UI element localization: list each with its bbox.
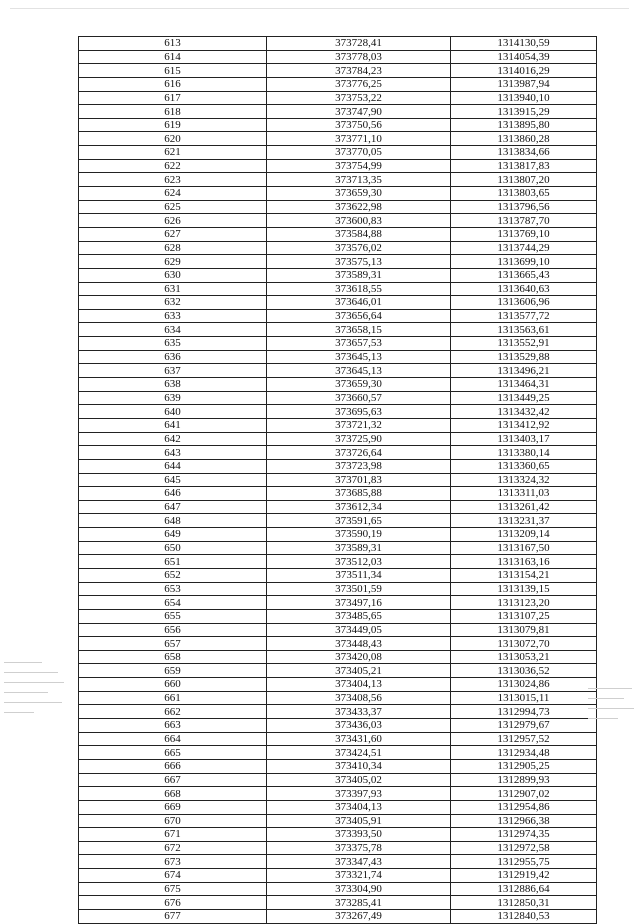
x-coordinate-cell: 373721,32: [267, 418, 451, 432]
point-number-cell: 614: [79, 50, 267, 64]
y-coordinate-cell: 1314054,39: [451, 50, 597, 64]
point-number-cell: 670: [79, 814, 267, 828]
point-number-cell: 660: [79, 678, 267, 692]
point-number-cell: 622: [79, 159, 267, 173]
y-coordinate-cell: 1312840,53: [451, 910, 597, 924]
table-row: [79, 64, 597, 78]
point-number-cell: 666: [79, 759, 267, 773]
point-number-cell: 651: [79, 555, 267, 569]
table-row: [79, 337, 597, 351]
y-coordinate-cell: 1313940,10: [451, 91, 597, 105]
table-row: [79, 323, 597, 337]
table-row: [79, 241, 597, 255]
y-coordinate-cell: 1313412,92: [451, 418, 597, 432]
x-coordinate-cell: 373713,35: [267, 173, 451, 187]
y-coordinate-cell: 1313324,32: [451, 473, 597, 487]
y-coordinate-cell: 1312955,75: [451, 855, 597, 869]
point-number-cell: 655: [79, 609, 267, 623]
y-coordinate-cell: 1313024,86: [451, 678, 597, 692]
point-number-cell: 632: [79, 296, 267, 310]
table-row: [79, 77, 597, 91]
x-coordinate-cell: 373726,64: [267, 446, 451, 460]
y-coordinate-cell: 1313311,03: [451, 487, 597, 501]
y-coordinate-cell: 1312979,67: [451, 719, 597, 733]
table-row: [79, 869, 597, 883]
y-coordinate-cell: 1313803,65: [451, 187, 597, 201]
point-number-cell: 633: [79, 309, 267, 323]
point-number-cell: 630: [79, 268, 267, 282]
point-number-cell: 657: [79, 637, 267, 651]
x-coordinate-cell: 373433,37: [267, 705, 451, 719]
x-coordinate-cell: 373424,51: [267, 746, 451, 760]
y-coordinate-cell: 1313139,15: [451, 582, 597, 596]
x-coordinate-cell: 373420,08: [267, 650, 451, 664]
x-coordinate-cell: 373511,34: [267, 568, 451, 582]
table-row: [79, 173, 597, 187]
point-number-cell: 664: [79, 732, 267, 746]
table-row: [79, 159, 597, 173]
point-number-cell: 613: [79, 37, 267, 51]
right-margin-scan-marks: [588, 688, 636, 728]
table-row: [79, 841, 597, 855]
table-row: [79, 609, 597, 623]
x-coordinate-cell: 373771,10: [267, 132, 451, 146]
point-number-cell: 669: [79, 800, 267, 814]
y-coordinate-cell: 1313209,14: [451, 528, 597, 542]
x-coordinate-cell: 373701,83: [267, 473, 451, 487]
table-row: [79, 582, 597, 596]
x-coordinate-cell: 373645,13: [267, 364, 451, 378]
x-coordinate-cell: 373405,02: [267, 773, 451, 787]
y-coordinate-cell: 1313079,81: [451, 623, 597, 637]
y-coordinate-cell: 1313154,21: [451, 568, 597, 582]
table-row: [79, 432, 597, 446]
y-coordinate-cell: 1312907,02: [451, 787, 597, 801]
table-row: [79, 828, 597, 842]
x-coordinate-cell: 373431,60: [267, 732, 451, 746]
x-coordinate-cell: 373728,41: [267, 37, 451, 51]
table-row: [79, 91, 597, 105]
y-coordinate-cell: 1312966,38: [451, 814, 597, 828]
table-row: [79, 459, 597, 473]
point-number-cell: 663: [79, 719, 267, 733]
table-row: [79, 446, 597, 460]
x-coordinate-cell: 373512,03: [267, 555, 451, 569]
point-number-cell: 662: [79, 705, 267, 719]
table-row: [79, 37, 597, 51]
y-coordinate-cell: 1313163,16: [451, 555, 597, 569]
x-coordinate-cell: 373393,50: [267, 828, 451, 842]
point-number-cell: 639: [79, 391, 267, 405]
table-row: [79, 105, 597, 119]
point-number-cell: 636: [79, 350, 267, 364]
table-row: [79, 705, 597, 719]
y-coordinate-cell: 1313496,21: [451, 364, 597, 378]
point-number-cell: 672: [79, 841, 267, 855]
y-coordinate-cell: 1312974,35: [451, 828, 597, 842]
x-coordinate-cell: 373485,65: [267, 609, 451, 623]
y-coordinate-cell: 1312886,64: [451, 882, 597, 896]
point-number-cell: 675: [79, 882, 267, 896]
x-coordinate-cell: 373404,13: [267, 800, 451, 814]
y-coordinate-cell: 1313167,50: [451, 541, 597, 555]
table-row: [79, 200, 597, 214]
y-coordinate-cell: 1313563,61: [451, 323, 597, 337]
x-coordinate-cell: 373347,43: [267, 855, 451, 869]
y-coordinate-cell: 1312905,25: [451, 759, 597, 773]
x-coordinate-cell: 373576,02: [267, 241, 451, 255]
point-number-cell: 654: [79, 596, 267, 610]
point-number-cell: 671: [79, 828, 267, 842]
y-coordinate-cell: 1313834,66: [451, 146, 597, 160]
x-coordinate-cell: 373589,31: [267, 268, 451, 282]
x-coordinate-cell: 373657,53: [267, 337, 451, 351]
point-number-cell: 623: [79, 173, 267, 187]
table-row: [79, 910, 597, 924]
point-number-cell: 658: [79, 650, 267, 664]
y-coordinate-cell: 1313123,20: [451, 596, 597, 610]
y-coordinate-cell: 1313895,80: [451, 118, 597, 132]
y-coordinate-cell: 1313817,83: [451, 159, 597, 173]
point-number-cell: 634: [79, 323, 267, 337]
coordinates-table: [78, 36, 597, 924]
table-row: [79, 282, 597, 296]
table-row: [79, 773, 597, 787]
point-number-cell: 668: [79, 787, 267, 801]
y-coordinate-cell: 1313072,70: [451, 637, 597, 651]
point-number-cell: 644: [79, 459, 267, 473]
x-coordinate-cell: 373659,30: [267, 378, 451, 392]
table-row: [79, 500, 597, 514]
x-coordinate-cell: 373375,78: [267, 841, 451, 855]
point-number-cell: 624: [79, 187, 267, 201]
x-coordinate-cell: 373575,13: [267, 255, 451, 269]
y-coordinate-cell: 1313744,29: [451, 241, 597, 255]
x-coordinate-cell: 373612,34: [267, 500, 451, 514]
x-coordinate-cell: 373405,91: [267, 814, 451, 828]
y-coordinate-cell: 1313036,52: [451, 664, 597, 678]
y-coordinate-cell: 1312972,58: [451, 841, 597, 855]
table-row: [79, 227, 597, 241]
y-coordinate-cell: 1314130,59: [451, 37, 597, 51]
table-row: [79, 378, 597, 392]
point-number-cell: 638: [79, 378, 267, 392]
y-coordinate-cell: 1314016,29: [451, 64, 597, 78]
x-coordinate-cell: 373591,65: [267, 514, 451, 528]
y-coordinate-cell: 1313787,70: [451, 214, 597, 228]
table-row: [79, 255, 597, 269]
x-coordinate-cell: 373645,13: [267, 350, 451, 364]
point-number-cell: 637: [79, 364, 267, 378]
point-number-cell: 625: [79, 200, 267, 214]
point-number-cell: 615: [79, 64, 267, 78]
point-number-cell: 635: [79, 337, 267, 351]
y-coordinate-cell: 1313606,96: [451, 296, 597, 310]
table-row: [79, 132, 597, 146]
point-number-cell: 641: [79, 418, 267, 432]
point-number-cell: 673: [79, 855, 267, 869]
table-row: [79, 50, 597, 64]
y-coordinate-cell: 1313987,94: [451, 77, 597, 91]
table-row: [79, 623, 597, 637]
table-row: [79, 391, 597, 405]
point-number-cell: 628: [79, 241, 267, 255]
x-coordinate-cell: 373770,05: [267, 146, 451, 160]
table-row: [79, 187, 597, 201]
x-coordinate-cell: 373589,31: [267, 541, 451, 555]
x-coordinate-cell: 373408,56: [267, 691, 451, 705]
point-number-cell: 642: [79, 432, 267, 446]
y-coordinate-cell: 1313769,10: [451, 227, 597, 241]
y-coordinate-cell: 1313380,14: [451, 446, 597, 460]
y-coordinate-cell: 1313577,72: [451, 309, 597, 323]
point-number-cell: 667: [79, 773, 267, 787]
y-coordinate-cell: 1312954,86: [451, 800, 597, 814]
table-row: [79, 568, 597, 582]
table-row: [79, 759, 597, 773]
y-coordinate-cell: 1313107,25: [451, 609, 597, 623]
table-row: [79, 650, 597, 664]
table-row: [79, 787, 597, 801]
y-coordinate-cell: 1312934,48: [451, 746, 597, 760]
x-coordinate-cell: 373410,34: [267, 759, 451, 773]
table-row: [79, 309, 597, 323]
table-row: [79, 418, 597, 432]
point-number-cell: 631: [79, 282, 267, 296]
table-row: [79, 596, 597, 610]
point-number-cell: 620: [79, 132, 267, 146]
y-coordinate-cell: 1313807,20: [451, 173, 597, 187]
point-number-cell: 665: [79, 746, 267, 760]
point-number-cell: 629: [79, 255, 267, 269]
table-row: [79, 732, 597, 746]
point-number-cell: 647: [79, 500, 267, 514]
table-row: [79, 555, 597, 569]
table-row: [79, 214, 597, 228]
y-coordinate-cell: 1313261,42: [451, 500, 597, 514]
point-number-cell: 627: [79, 227, 267, 241]
y-coordinate-cell: 1313552,91: [451, 337, 597, 351]
y-coordinate-cell: 1312919,42: [451, 869, 597, 883]
table-row: [79, 118, 597, 132]
point-number-cell: 659: [79, 664, 267, 678]
y-coordinate-cell: 1312850,31: [451, 896, 597, 910]
point-number-cell: 649: [79, 528, 267, 542]
table-row: [79, 296, 597, 310]
point-number-cell: 626: [79, 214, 267, 228]
table-row: [79, 637, 597, 651]
table-row: [79, 746, 597, 760]
y-coordinate-cell: 1313432,42: [451, 405, 597, 419]
x-coordinate-cell: 373778,03: [267, 50, 451, 64]
table-row: [79, 473, 597, 487]
x-coordinate-cell: 373622,98: [267, 200, 451, 214]
table-row: [79, 514, 597, 528]
point-number-cell: 616: [79, 77, 267, 91]
x-coordinate-cell: 373723,98: [267, 459, 451, 473]
point-number-cell: 618: [79, 105, 267, 119]
point-number-cell: 648: [79, 514, 267, 528]
point-number-cell: 656: [79, 623, 267, 637]
x-coordinate-cell: 373436,03: [267, 719, 451, 733]
y-coordinate-cell: 1313053,21: [451, 650, 597, 664]
table-row: [79, 691, 597, 705]
x-coordinate-cell: 373725,90: [267, 432, 451, 446]
point-number-cell: 676: [79, 896, 267, 910]
point-number-cell: 652: [79, 568, 267, 582]
table-row: [79, 814, 597, 828]
point-number-cell: 646: [79, 487, 267, 501]
table-row: [79, 405, 597, 419]
x-coordinate-cell: 373285,41: [267, 896, 451, 910]
point-number-cell: 650: [79, 541, 267, 555]
x-coordinate-cell: 373590,19: [267, 528, 451, 542]
y-coordinate-cell: 1313529,88: [451, 350, 597, 364]
point-number-cell: 645: [79, 473, 267, 487]
x-coordinate-cell: 373754,99: [267, 159, 451, 173]
x-coordinate-cell: 373660,57: [267, 391, 451, 405]
x-coordinate-cell: 373405,21: [267, 664, 451, 678]
y-coordinate-cell: 1313231,37: [451, 514, 597, 528]
point-number-cell: 617: [79, 91, 267, 105]
y-coordinate-cell: 1312899,93: [451, 773, 597, 787]
point-number-cell: 653: [79, 582, 267, 596]
y-coordinate-cell: 1312957,52: [451, 732, 597, 746]
y-coordinate-cell: 1313015,11: [451, 691, 597, 705]
y-coordinate-cell: 1313449,25: [451, 391, 597, 405]
coordinates-table-body: [79, 37, 597, 924]
table-row: [79, 882, 597, 896]
x-coordinate-cell: 373750,56: [267, 118, 451, 132]
table-row: [79, 541, 597, 555]
x-coordinate-cell: 373449,05: [267, 623, 451, 637]
table-row: [79, 487, 597, 501]
x-coordinate-cell: 373784,23: [267, 64, 451, 78]
x-coordinate-cell: 373685,88: [267, 487, 451, 501]
x-coordinate-cell: 373646,01: [267, 296, 451, 310]
x-coordinate-cell: 373656,64: [267, 309, 451, 323]
y-coordinate-cell: 1313860,28: [451, 132, 597, 146]
x-coordinate-cell: 373776,25: [267, 77, 451, 91]
table-row: [79, 664, 597, 678]
point-number-cell: 619: [79, 118, 267, 132]
x-coordinate-cell: 373618,55: [267, 282, 451, 296]
point-number-cell: 643: [79, 446, 267, 460]
left-margin-scan-marks: [4, 662, 64, 722]
x-coordinate-cell: 373747,90: [267, 105, 451, 119]
x-coordinate-cell: 373501,59: [267, 582, 451, 596]
y-coordinate-cell: 1313796,56: [451, 200, 597, 214]
x-coordinate-cell: 373659,30: [267, 187, 451, 201]
x-coordinate-cell: 373753,22: [267, 91, 451, 105]
x-coordinate-cell: 373658,15: [267, 323, 451, 337]
x-coordinate-cell: 373584,88: [267, 227, 451, 241]
y-coordinate-cell: 1313360,65: [451, 459, 597, 473]
point-number-cell: 640: [79, 405, 267, 419]
table-row: [79, 350, 597, 364]
x-coordinate-cell: 373497,16: [267, 596, 451, 610]
table-row: [79, 855, 597, 869]
point-number-cell: 661: [79, 691, 267, 705]
y-coordinate-cell: 1313640,63: [451, 282, 597, 296]
y-coordinate-cell: 1313464,31: [451, 378, 597, 392]
point-number-cell: 677: [79, 910, 267, 924]
table-row: [79, 800, 597, 814]
page-top-rule: [10, 8, 629, 9]
table-row: [79, 146, 597, 160]
x-coordinate-cell: 373397,93: [267, 787, 451, 801]
table-row: [79, 268, 597, 282]
x-coordinate-cell: 373695,63: [267, 405, 451, 419]
y-coordinate-cell: 1312994,73: [451, 705, 597, 719]
x-coordinate-cell: 373600,83: [267, 214, 451, 228]
x-coordinate-cell: 373304,90: [267, 882, 451, 896]
table-row: [79, 528, 597, 542]
table-row: [79, 719, 597, 733]
x-coordinate-cell: 373267,49: [267, 910, 451, 924]
x-coordinate-cell: 373448,43: [267, 637, 451, 651]
point-number-cell: 674: [79, 869, 267, 883]
table-row: [79, 364, 597, 378]
point-number-cell: 621: [79, 146, 267, 160]
y-coordinate-cell: 1313665,43: [451, 268, 597, 282]
x-coordinate-cell: 373404,13: [267, 678, 451, 692]
table-row: [79, 896, 597, 910]
x-coordinate-cell: 373321,74: [267, 869, 451, 883]
y-coordinate-cell: 1313403,17: [451, 432, 597, 446]
y-coordinate-cell: 1313699,10: [451, 255, 597, 269]
y-coordinate-cell: 1313915,29: [451, 105, 597, 119]
table-row: [79, 678, 597, 692]
